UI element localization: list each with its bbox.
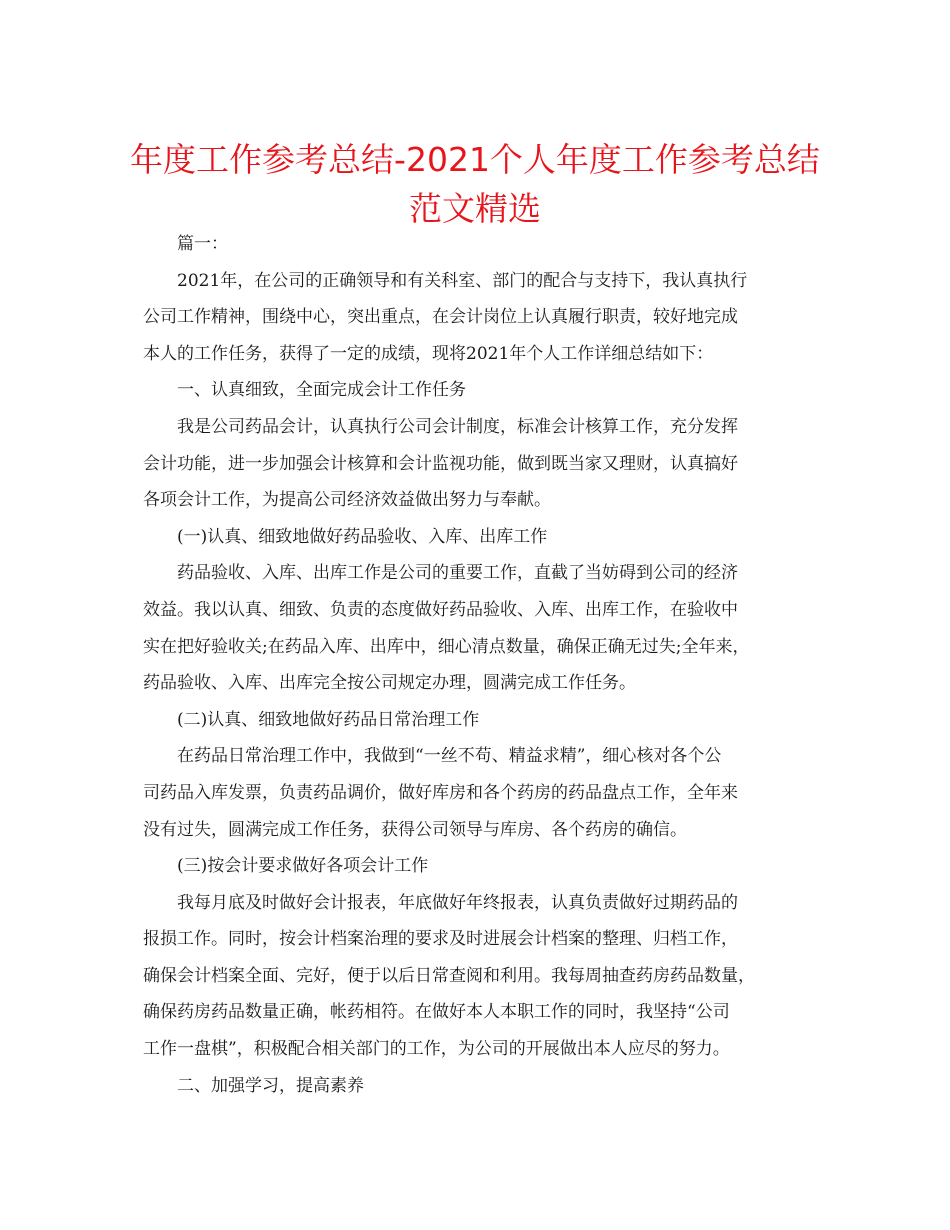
text-line: 二、加强学习，提高素养 [177, 1075, 364, 1096]
text-line: 本人的工作任务，获得了一定的成绩，现将2021年个人工作详细总结如下： [143, 343, 714, 364]
text-line: 效益。我以认真、细致、负责的态度做好药品验收、入库、出库工作，在验收中 [143, 599, 738, 620]
text-line: 工作一盘棋”，积极配合相关部门的工作，为公司的开展做出本人应尽的努力。 [143, 1039, 730, 1060]
text-line: 没有过失，圆满完成工作任务，获得公司领导与库房、各个药房的确信。 [143, 819, 687, 840]
text-line: 我是公司药品会计，认真执行公司会计制度，标准会计核算工作，充分发挥 [177, 416, 738, 437]
text-line: (二)认真、细致地做好药品日常治理工作 [177, 709, 480, 730]
text-line: 各项会计工作，为提高公司经济效益做出努力与奉献。 [143, 490, 551, 511]
text-line: 公司工作精神，围绕中心，突出重点，在会计岗位上认真履行职责，较好地完成 [143, 307, 738, 328]
text-line: 司药品入库发票，负责药品调价，做好库房和各个药房的药品盘点工作，全年来 [143, 782, 738, 803]
text-line: (三)按会计要求做好各项会计工作 [177, 856, 429, 877]
text-line: 在药品日常治理工作中，我做到“一丝不苟、精益求精”，细心核对各个公 [177, 746, 722, 767]
text-line: 会计功能，进一步加强会计核算和会计监视功能，做到既当家又理财，认真搞好 [143, 453, 738, 474]
text-line: 篇一： [177, 234, 228, 254]
text-line: 我每月底及时做好会计报表，年底做好年终报表，认真负责做好过期药品的 [177, 892, 738, 913]
text-line: 报损工作。同时，按会计档案治理的要求及时进展会计档案的整理、归档工作， [143, 929, 738, 950]
text-line: 一、认真细致，全面完成会计工作任务 [177, 380, 466, 401]
text-line: 实在把好验收关;在药品入库、出库中，细心清点数量，确保正确无过失;全年来， [143, 636, 750, 657]
text-line: 药品验收、入库、出库完全按公司规定办理，圆满完成工作任务。 [143, 673, 636, 694]
text-line: 药品验收、入库、出库工作是公司的重要工作，直截了当妨碍到公司的经济 [177, 563, 738, 584]
text-line: 2021年，在公司的正确领导和有关科室、部门的配合与支持下，我认真执行 [177, 270, 748, 291]
text-line: 确保会计档案全面、完好，便于以后日常查阅和利用。我每周抽查药房药品数量， [143, 965, 755, 986]
document-title-line1: 年度工作参考总结-2021个人年度工作参考总结 [130, 140, 820, 179]
text-line: (一)认真、细致地做好药品验收、入库、出库工作 [177, 526, 548, 547]
document-title-line2: 范文精选 [409, 189, 541, 228]
text-line: 确保药房药品数量正确，帐药相符。在做好本人本职工作的同时，我坚持“公司 [143, 1002, 730, 1023]
document-body [143, 226, 805, 1104]
